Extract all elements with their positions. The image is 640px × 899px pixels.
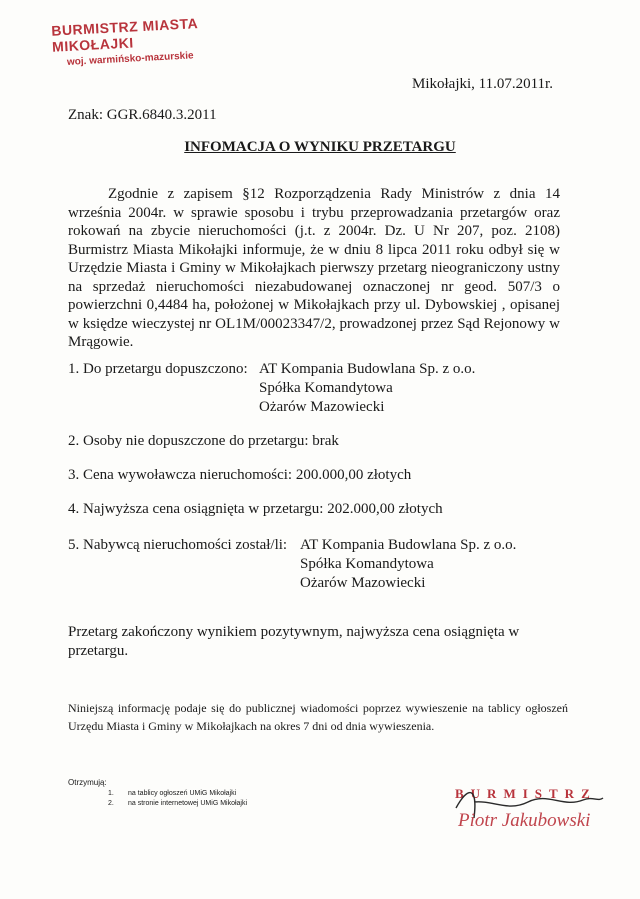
point-3: 3. Cena wywoławcza nieruchomości: 200.000,00 złotych [68, 467, 412, 483]
point-4: 4. Najwyższa cena osiągnięta w przetargu: 202.000,00 złotych [68, 501, 443, 517]
recipient-item [108, 790, 236, 797]
point-2: 2. Osoby nie dopuszczone do przetargu: brak [68, 433, 339, 449]
point-1-line-1: AT Kompania Budowlana Sp. z o.o. [259, 361, 476, 377]
recipient-number: 1. [108, 790, 114, 797]
stamp-line-1: BURMISTRZ MIASTA MIKOŁAJKI [50, 15, 198, 55]
point-5 [68, 537, 287, 554]
point-1 [68, 361, 248, 378]
recipient-number: 2. [108, 800, 114, 807]
recipients-title: Otrzymują: [68, 778, 107, 787]
signature-stamp: BURMISTRZ [455, 786, 597, 801]
recipient-text: na stronie internetowej UMiG Mikołajki [128, 800, 248, 807]
document-title: INFOMACJA O WYNIKU PRZETARGU [184, 139, 456, 155]
point-5-label: 5. Nabywcą nieruchomości został/li: [68, 537, 288, 553]
point-5-line-1: AT Kompania Budowlana Sp. z o.o. [300, 537, 517, 553]
publication-notice: Niniejszą informację podaje się do publicznej wiadomości poprzez wywieszenie na tablicy ogłoszeń Urzędu Miasta i Gminy w Mikołajkach na okres 7 dni od dnia wywieszenia. [68, 701, 568, 733]
point-1-label: 1. Do przetargu dopuszczono: [68, 361, 248, 377]
recipient-text: na tablicy ogłoszeń UMiG Mikołajki [128, 790, 237, 797]
point-1-line-3: Ożarów Mazowiecki [259, 399, 385, 415]
official-stamp [51, 13, 233, 68]
point-5-line-2: Spółka Komandytowa [300, 556, 434, 572]
stamp-line-2: woj. warmińsko-mazurskie [66, 50, 194, 68]
place-date: Mikołajki, 11.07.2011r. [412, 76, 553, 92]
recipient-item [108, 800, 247, 807]
closing-paragraph: Przetarg zakończony wynikiem pozytywnym, najwyższa cena osiągnięta w przetargu. [68, 624, 520, 659]
intro-paragraph: Zgodnie z zapisem §12 Rozporządzenia Rady Ministrów z dnia 14 września 2004r. w sprawie sposobu i trybu przeprowadzania przetargów oraz rokowań na zbycie nieruchomości (j.t. z 2004r. Dz. U Nr 207, poz. 2108) Burmistrz Miasta Mikołajki informuje, że w dniu 8 lipca 2011 roku odbył się w Urzędzie Miasta i Gminy w Mikołajkach pierwszy przetarg nieograniczony ustny na sprzedaż nieruchomości niezabudowanej oznaczonej nr geod. 507/3 o powierzchni 0,4484 ha, położonej w Mikołajkach przy ul. Dybowskiej , opisanej w księdze wieczystej nr OL1M/00023347/2, prowadzonej przez Sąd Rejonowy w Mrągowie. [68, 186, 560, 350]
reference-number: Znak: GGR.6840.3.2011 [68, 107, 217, 123]
signatory-name: Piotr Jakubowski [458, 810, 591, 831]
point-1-line-2: Spółka Komandytowa [259, 380, 393, 396]
point-5-line-3: Ożarów Mazowiecki [300, 575, 426, 591]
